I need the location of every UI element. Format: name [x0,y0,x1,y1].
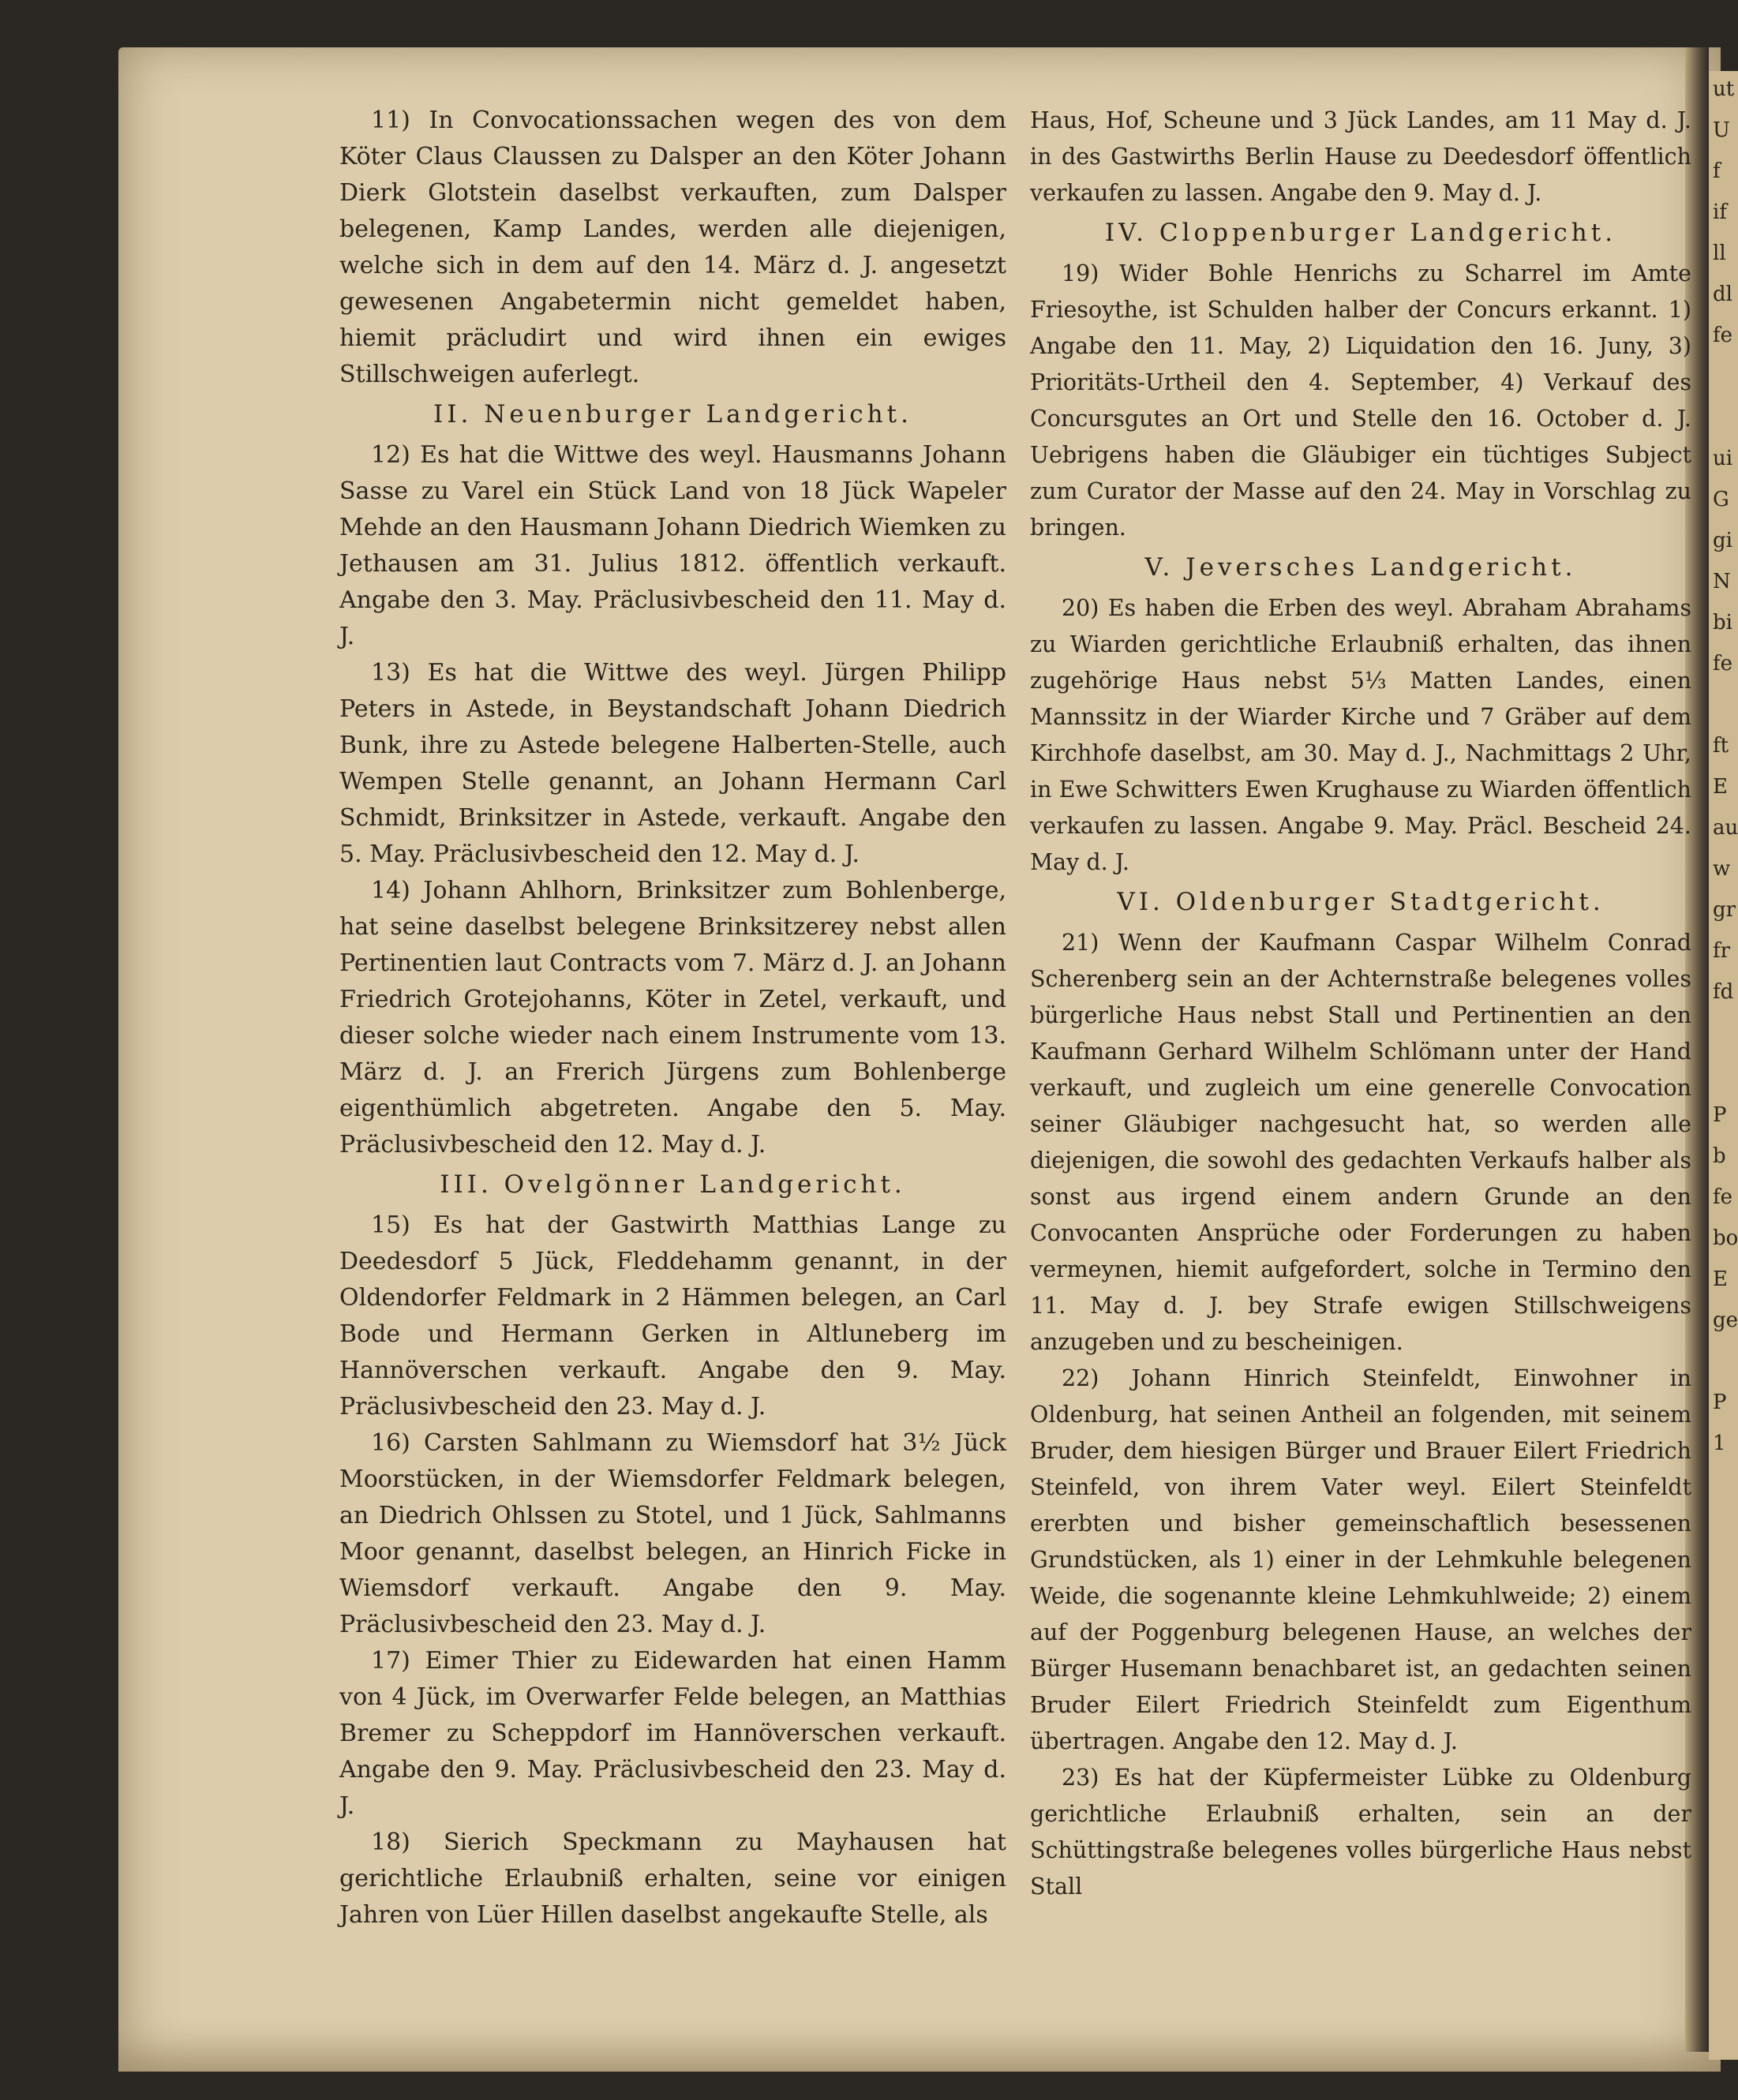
entry-18: 18) Sierich Speckmann zu Mayhausen hat gerichtliche Erlaubniß erhalten, seine vor einigen Jahren von Lüer Hillen daselbst angekaufte Stelle, als [339,1829,1006,1929]
left-column [339,103,1006,1933]
next-page-fragment: fe [1713,324,1733,347]
next-page-fragment: 1 [1713,1432,1726,1455]
next-page-fragment: P [1713,1391,1727,1414]
entry-17: 17) Eimer Thier zu Eidewarden hat einen Hamm von 4 Jück, im Overwarfer Felde belegen, an Matthias Bremer zu Scheppdorf im Hannöverschen verkauft. Angabe den 9. May. Präclusivbescheid den 23. May d. J. [339,1647,1006,1820]
next-page-fragment: ui [1713,447,1733,470]
section-heading-2: II. Neuenburger Landgericht. [433,400,912,429]
right-column [1030,103,1691,1905]
next-page-fragment: gr [1713,898,1736,922]
next-page-fragment [1713,1056,1738,1097]
entry-20: 20) Es haben die Erben des weyl. Abraham Abrahams zu Wiarden gerichtliche Erlaubniß erhalten, das ihnen zugehörige Haus nebst 5⅓ Matten Landes, einen Mannssitz in der Wiarder Kirche und 7 Gräber auf dem Kirchhofe daselbst, am 30. May d. J., Nachmittags 2 Uhr, in Ewe Schwitters Ewen Krughause zu Wiarden öffentlich verkaufen zu lassen. Angabe 9. May. Präcl. Bescheid 24. May d. J. [1030,595,1691,875]
entry-15: 15) Es hat der Gastwirth Matthias Lange zu Deedesdorf 5 Jück, Fleddehamm genannt, in der Oldendorfer Feldmark in 2 Hämmen belegen, an Carl Bode und Hermann Gerken in Altluneberg im Hannöverschen verkauft. Angabe den 9. May. Präclusivbescheid den 23. May d. J. [339,1211,1006,1421]
next-page-fragment: fd [1713,980,1734,1004]
next-page-text-fragments [1713,71,1738,1466]
next-page-fragment: if [1713,200,1727,224]
next-page-fragment: f [1713,159,1721,183]
entry-16: 16) Carsten Sahlmann zu Wiemsdorf hat 3½ Jück Moorstücken, in der Wiemsdorfer Feldmark belegen, an Diedrich Ohlssen zu Stotel, und 1 Jück, Sahlmanns Moor genannt, daselbst belegen, an Hinrich Ficke in Wiemsdorf verkauft. Angabe den 9. May. Präclusivbescheid den 23. May d. J. [339,1429,1006,1638]
next-page-fragment [1713,1343,1738,1384]
next-page-fragment: G [1713,488,1729,511]
section-heading-4: IV. Cloppenburger Landgericht. [1104,219,1617,247]
entry-14: 14) Johann Ahlhorn, Brinksitzer zum Bohlenberge, hat seine daselbst belegene Brinksitzerey nebst allen Pertinentien laut Contracts vom 7. März d. J. an Johann Friedrich Grotejohanns, Köter in Zetel, verkauft, und dieser solche wieder nach einem Instrumente vom 13. März d. J. an Frerich Jürgens zum Bohlenberge eigenthümlich abgetreten. Angabe den 5. May. Präclusivbescheid den 12. May d. J. [339,877,1006,1159]
next-page-fragment: ge [1713,1308,1738,1332]
section-heading-5: V. Jeversches Landgericht. [1144,553,1577,582]
next-page-fragment [1713,358,1738,399]
entry-21: 21) Wenn der Kaufmann Caspar Wilhelm Conrad Scherenberg sein an der Achternstraße belegenes volles bürgerliche Haus nebst Stall und Pertinentien an den Kaufmann Gerhard Wilhelm Schlömann unter der Hand verkauft, und zugleich um eine generelle Convocation seiner Gläubiger nachgesucht hat, so werden alle diejenigen, die sowohl des gedachten Verkaufs halber als sonst aus irgend einem andern Grunde an den Convocanten Ansprüche oder Forderungen zu haben vermeynen, hiemit aufgefordert, solche in Termino den 11. May d. J. bey Strafe ewigen Stillschweigens anzugeben und zu bescheinigen. [1030,930,1691,1355]
section-heading-3: III. Ovelgönner Landgericht. [440,1170,906,1199]
entry-19: 19) Wider Bohle Henrichs zu Scharrel im Amte Friesoythe, ist Schulden halber der Concurs erkannt. 1) Angabe den 11. May, 2) Liquidation den 16. Juny, 3) Prioritäts-Urtheil den 4. September, 4) Verkauf des Concursgutes an Ort und Stelle den 16. October d. J. Uebrigens haben die Gläubiger ein tüchtiges Subject zum Curator der Masse auf den 24. May in Vorschlag zu bringen. [1030,260,1691,541]
entry-11: 11) In Convocationssachen wegen des von dem Köter Claus Claussen zu Dalsper an den Köter Johann Dierk Glotstein daselbst verkauften, zum Dalsper belegenen, Kamp Landes, werden alle diejenigen, welche sich in dem auf den 14. März d. J. angesetzt gewesenen Angabetermin nicht gemeldet haben, hiemit präcludirt und wird ihnen ein ewiges Stillschweigen auferlegt. [339,107,1006,388]
next-page-fragment: dl [1713,283,1732,306]
next-page-fragment: au [1713,816,1738,840]
next-page-fragment: b [1713,1144,1726,1168]
next-page-fragment: fe [1713,1185,1733,1209]
next-page-fragment: N [1713,570,1731,593]
entry-22: 22) Johann Hinrich Steinfeldt, Einwohner in Oldenburg, hat seinen Antheil an folgenden, mit seinem Bruder, dem hiesigen Bürger und Brauer Eilert Friedrich Steinfeld, von ihrem Vater weyl. Eilert Steinfeldt ererbten und bisher gemeinschaftlich besessenen Grundstücken, als 1) einer in der Lehmkuhle belegenen Weide, die sogenannte kleine Lehmkuhlweide; 2) einem auf der Poggenburg belegenen Hause, an welches der Bürger Husemann benachbaret ist, an gedachten seinen Bruder Eilert Friedrich Steinfeldt zum Eigenthum übertragen. Angabe den 12. May d. J. [1030,1365,1691,1754]
next-page-fragment: E [1713,1267,1728,1291]
next-page-fragment: w [1713,857,1731,881]
next-page-fragment [1713,399,1738,440]
next-page-fragment: ll [1713,241,1726,265]
section-heading-6: VI. Oldenburger Stadtgericht. [1117,888,1605,916]
entry-23: 23) Es hat der Küpfermeister Lübke zu Oldenburg gerichtliche Erlaubniß erhalten, sein an der Schüttingstraße belegenes volles bürgerliche Haus nebst Stall [1030,1765,1691,1900]
entry-13: 13) Es hat die Wittwe des weyl. Jürgen Philipp Peters in Astede, in Beystandschaft Johann Diedrich Bunk, ihre zu Astede belegene Halberten-Stelle, auch Wempen Stelle genannt, an Johann Hermann Carl Schmidt, Brinksitzer in Astede, verkauft. Angabe den 5. May. Präclusivbescheid den 12. May d. J. [339,659,1006,868]
next-page-fragment: ft [1713,734,1729,758]
next-page-fragment: fr [1713,939,1731,963]
entry-18-continued: Haus, Hof, Scheune und 3 Jück Landes, am 11 May d. J. in des Gastwirths Berlin Hause zu Deedesdorf öffentlich verkaufen zu lassen. Angabe den 9. May d. J. [1030,107,1691,206]
next-page-fragment [1713,687,1738,728]
next-page-fragment: ut [1713,77,1735,101]
next-page-fragment: U [1713,118,1730,142]
next-page-fragment: E [1713,775,1728,799]
next-page-fragment: bi [1713,611,1732,634]
next-page-fragment: bo [1713,1226,1738,1250]
next-page-fragment: P [1713,1103,1727,1127]
next-page-fragment: gi [1713,529,1732,552]
entry-12: 12) Es hat die Wittwe des weyl. Hausmanns Johann Sasse zu Varel ein Stück Land von 18 Jück Wapeler Mehde an den Hausmann Johann Diedrich Wiemken zu Jethausen am 31. Julius 1812. öffentlich verkauft. Angabe den 3. May. Präclusivbescheid den 11. May d. J. [339,441,1006,650]
next-page-fragment: fe [1713,652,1733,676]
next-page-fragment [1713,1015,1738,1056]
